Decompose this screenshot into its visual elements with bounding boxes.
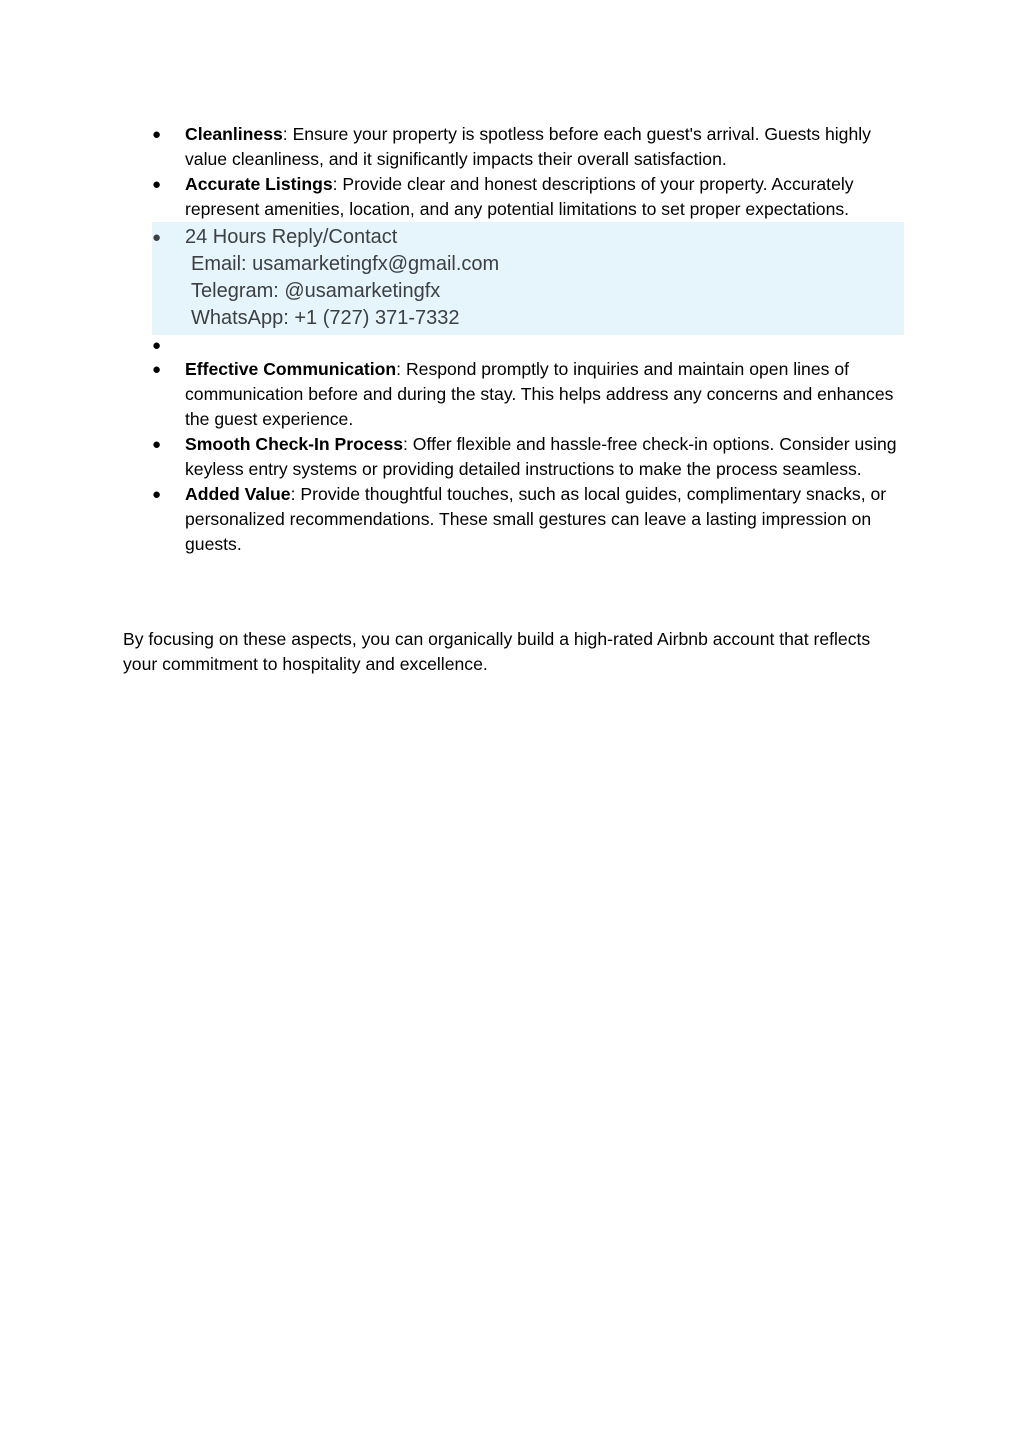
bullet-icon: ●	[152, 176, 162, 193]
contact-highlight-block	[152, 222, 904, 335]
bullet-icon: ●	[152, 486, 162, 503]
contact-whatsapp: WhatsApp: +1 (727) 371-7332	[191, 307, 460, 329]
list-item-added-value	[152, 482, 904, 557]
item-term: Effective Communication	[185, 359, 397, 379]
closing-paragraph: By focusing on these aspects, you can organically build a high-rated Airbnb account that reflects your commitment to hospitality and excellence.	[123, 629, 871, 674]
item-term: Cleanliness	[185, 124, 283, 144]
list-item-effective-communication	[152, 357, 904, 432]
item-text: : Ensure your property is spotless before each guest's arrival. Guests highly value cleanliness, and it significantly impacts their overall satisfaction.	[185, 124, 871, 169]
item-term: Added Value	[185, 484, 291, 504]
item-text: : Provide thoughtful touches, such as local guides, complimentary snacks, or personalized recommendations. These small gestures can leave a lasting impression on guests.	[185, 484, 887, 554]
bullet-icon: ●	[152, 361, 162, 378]
bullet-icon: ●	[152, 126, 162, 143]
list-item-smooth-check-in	[152, 432, 904, 482]
item-text: : Offer flexible and hassle-free check-in options. Consider using keyless entry systems or providing detailed instructions to make the process seamless.	[185, 434, 897, 479]
item-text: : Provide clear and honest descriptions of your property. Accurately represent amenities, location, and any potential limitations to set proper expectations.	[185, 174, 854, 219]
list-item-cleanliness	[152, 122, 904, 172]
contact-email: Email: usamarketingfx@gmail.com	[191, 253, 500, 275]
bullet-icon: ●	[152, 229, 162, 246]
list-item-accurate-listings	[152, 172, 904, 222]
contact-heading: 24 Hours Reply/Contact	[185, 226, 398, 248]
list-item-empty	[152, 335, 904, 357]
contact-telegram: Telegram: @usamarketingfx	[191, 280, 441, 302]
bullet-icon: ●	[152, 337, 162, 354]
item-term: Smooth Check-In Process	[185, 434, 404, 454]
bullet-icon: ●	[152, 436, 162, 453]
item-text: : Respond promptly to inquiries and maintain open lines of communication before and during the stay. This helps address any concerns and enhances the guest experience.	[185, 359, 894, 429]
tips-bullet-list	[152, 122, 904, 557]
item-term: Accurate Listings	[185, 174, 333, 194]
